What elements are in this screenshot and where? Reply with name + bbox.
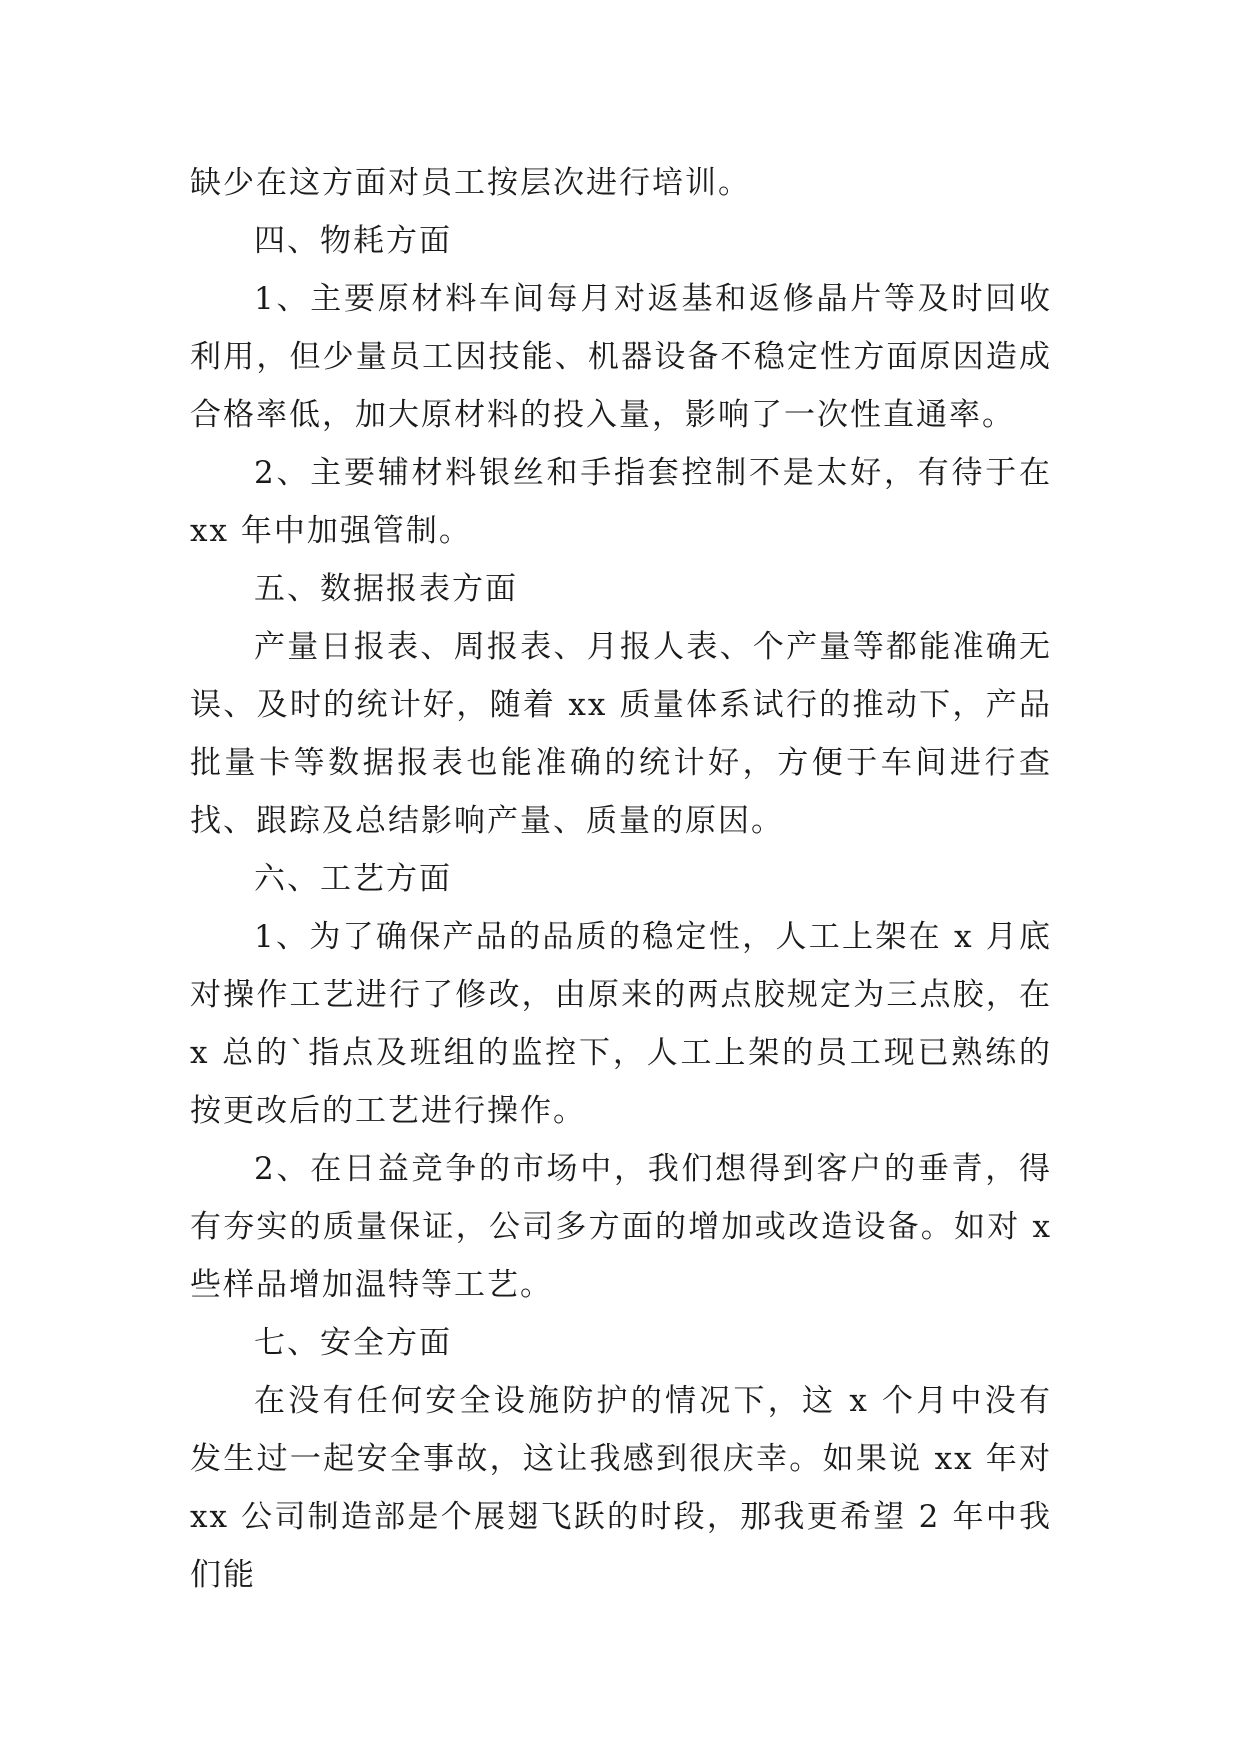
paragraph-material-1: 1、主要原材料车间每月对返基和返修晶片等及时回收利用，但少量员工因技能、机器设备不稳定性方面原因造成合格率低，加大原材料的投入量，影响了一次性直通率。 [190, 281, 1052, 433]
section-heading-safety: 七、安全方面 [254, 1325, 452, 1361]
section-heading-material: 四、物耗方面 [254, 223, 452, 259]
document-body [190, 154, 1052, 1604]
paragraph-continued: 缺少在这方面对员工按层次进行培训。 [190, 165, 751, 201]
paragraph-material-2: 2、主要辅材料银丝和手指套控制不是太好，有待于在 xx 年中加强管制。 [190, 455, 1052, 549]
paragraph-reports: 产量日报表、周报表、月报人表、个产量等都能准确无误、及时的统计好，随着 xx 质量体系试行的推动下，产品批量卡等数据报表也能准确的统计好，方便于车间进行查找、跟踪及总结影响产量、质量的原因。 [190, 629, 1052, 839]
section-heading-reports: 五、数据报表方面 [254, 571, 518, 607]
paragraph-safety: 在没有任何安全设施防护的情况下，这 x 个月中没有发生过一起安全事故，这让我感到很庆幸。如果说 xx 年对 xx 公司制造部是个展翅飞跃的时段，那我更希望 2 年中我们能 [190, 1383, 1052, 1593]
paragraph-process-2: 2、在日益竞争的市场中，我们想得到客户的垂青，得有夯实的质量保证，公司多方面的增加或改造设备。如对 x 些样品增加温特等工艺。 [190, 1151, 1052, 1303]
paragraph-process-1: 1、为了确保产品的品质的稳定性，人工上架在 x 月底对操作工艺进行了修改，由原来的两点胶规定为三点胶，在 x 总的`指点及班组的监控下，人工上架的员工现已熟练的按更改后的工艺进行操作。 [190, 919, 1052, 1129]
section-heading-process: 六、工艺方面 [254, 861, 452, 897]
